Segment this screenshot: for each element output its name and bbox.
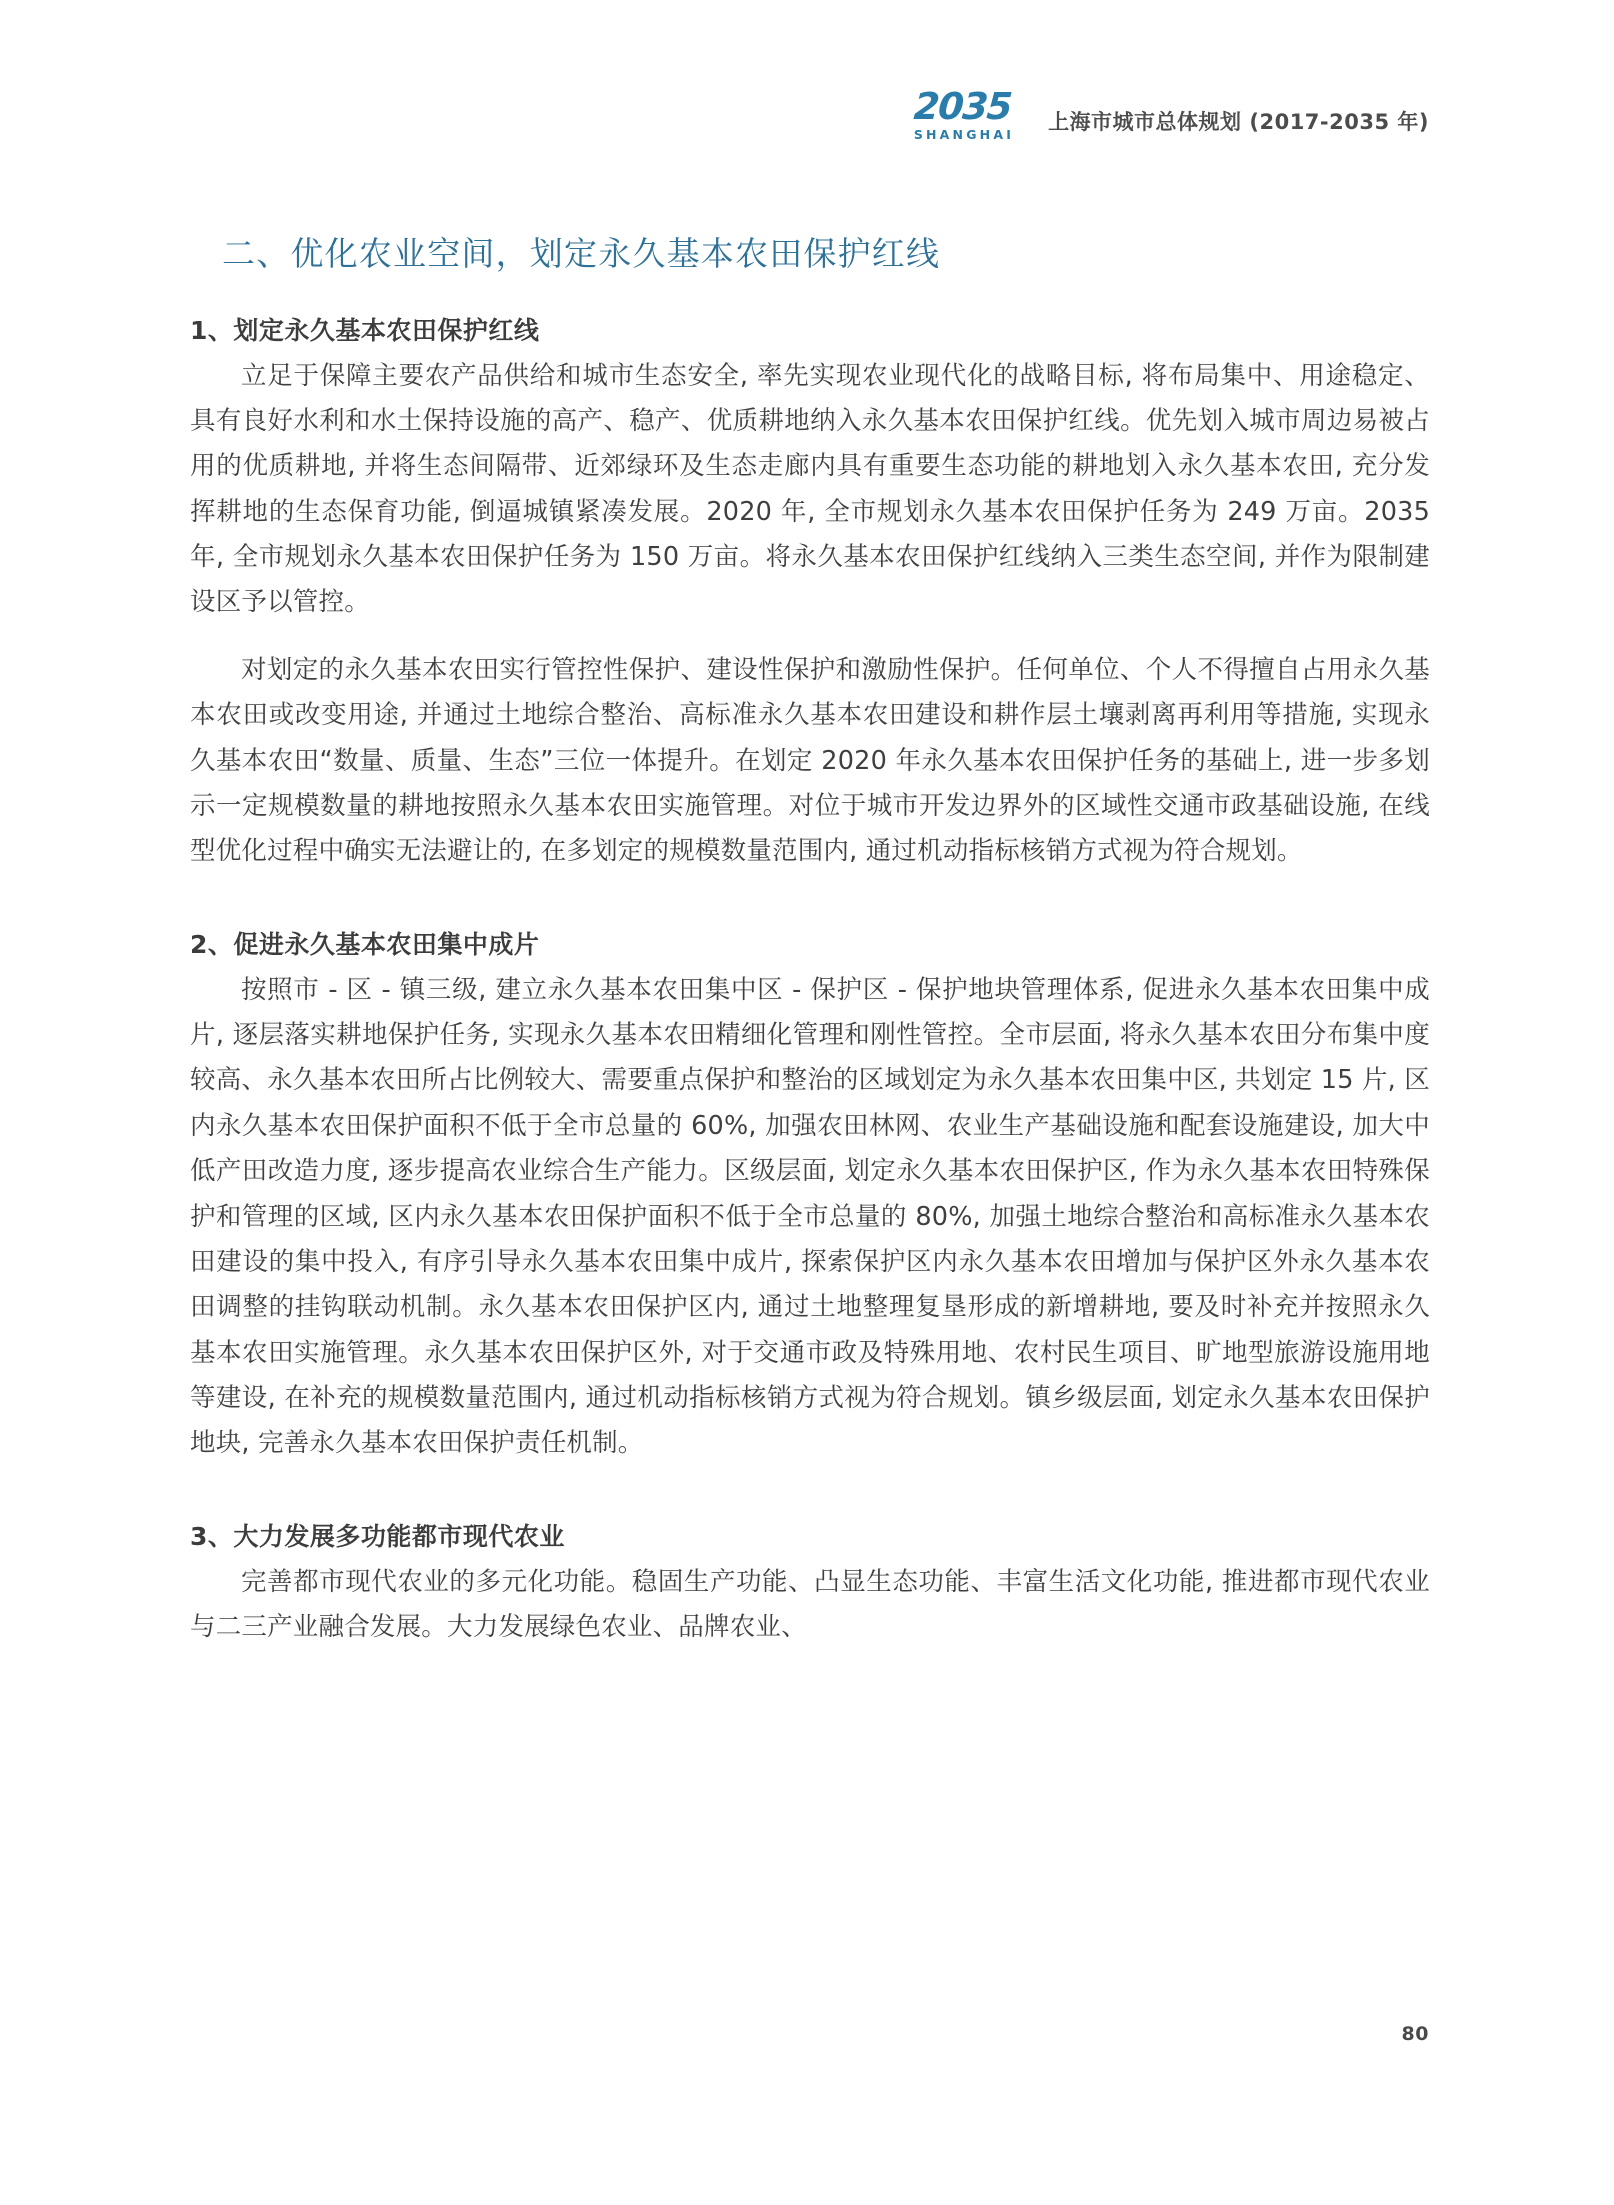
paragraph: 对划定的永久基本农田实行管控性保护、建设性保护和激励性保护。任何单位、个人不得擅自占用永久基本农田或改变用途, 并通过土地综合整治、高标准永久基本农田建设和耕作层土壤剥离再利用等措施, 实现永久基本农田“数量、质量、生态”三位一体提升。在划定 2020 年永久基本农田保护任务的基础上, 进一步多划示一定规模数量的耕地按照永久基本农田实施管理。对位于城市开发边界外的区域性交通市政基础设施, 在线型优化过程中确实无法避让的, 在多划定的规模数量范围内, 通过机动指标核销方式视为符合规划。	[190, 654, 1430, 867]
subsection-heading-3: 3、大力发展多功能都市现代农业	[190, 1521, 565, 1551]
logo-city-text: SHANGHAI	[913, 127, 1015, 142]
paragraph: 按照市 - 区 - 镇三级, 建立永久基本农田集中区 - 保护区 - 保护地块管理体系, 促进永久基本农田集中成片, 逐层落实耕地保护任务, 实现永久基本农田精细化管理和刚性管控。全市层面, 将永久基本农田分布集中度较高、永久基本农田所占比例较大、需要重点保护和整治的区域划定为永久基本农田集中区, 共划定 15 片, 区内永久基本农田保护面积不低于全市总量的 60%, 加强农田林网、农业生产基础设施和配套设施建设, 加大中低产田改造力度, 逐步提高农业综合生产能力。区级层面, 划定永久基本农田保护区, 作为永久基本农田特殊保护和管理的区域, 区内永久基本农田保护面积不低于全市总量的 80%, 加强土地综合整治和高标准永久基本农田建设的集中投入, 有序引导永久基本农田集中成片, 探索保护区内永久基本农田增加与保护区外永久基本农田调整的挂钩联动机制。永久基本农田保护区内, 通过土地整理复垦形成的新增耕地, 要及时补充并按照永久基本农田实施管理。永久基本农田保护区外, 对于交通市政及特殊用地、农村民生项目、旷地型旅游设施用地等建设, 在补充的规模数量范围内, 通过机动指标核销方式视为符合规划。镇乡级层面, 划定永久基本农田保护地块, 完善永久基本农田保护责任机制。	[190, 974, 1430, 1459]
subsection-heading-2: 2、促进永久基本农田集中成片	[190, 929, 540, 959]
logo-year-text: 2035	[912, 85, 1013, 128]
paragraph: 完善都市现代农业的多元化功能。稳固生产功能、凸显生态功能、丰富生活文化功能, 推进都市现代农业与二三产业融合发展。大力发展绿色农业、品牌农业、	[190, 1566, 1430, 1643]
section-heading: 二、优化农业空间，划定永久基本农田保护红线	[222, 234, 941, 273]
document-title: 上海市城市总体规划 (2017-2035 年)	[1048, 109, 1429, 134]
paragraph: 立足于保障主要农产品供给和城市生态安全, 率先实现农业现代化的战略目标, 将布局集中、用途稳定、具有良好水利和水土保持设施的高产、稳产、优质耕地纳入永久基本农田保护红线。优先划入城市周边易被占用的优质耕地, 并将生态间隔带、近郊绿环及生态走廊内具有重要生态功能的耕地划入永久基本农田, 充分发挥耕地的生态保育功能, 倒逼城镇紧凑发展。2020 年, 全市规划永久基本农田保护任务为 249 万亩。2035 年, 全市规划永久基本农田保护任务为 150 万亩。将永久基本农田保护红线纳入三类生态空间, 并作为限制建设区予以管控。	[190, 360, 1430, 618]
page-number: 80	[1401, 2023, 1429, 2045]
shanghai-2035-logo	[911, 85, 1015, 144]
page-header	[0, 85, 1429, 144]
subsection-heading-1: 1、划定永久基本农田保护红线	[190, 315, 540, 345]
page-content	[190, 232, 1430, 1651]
